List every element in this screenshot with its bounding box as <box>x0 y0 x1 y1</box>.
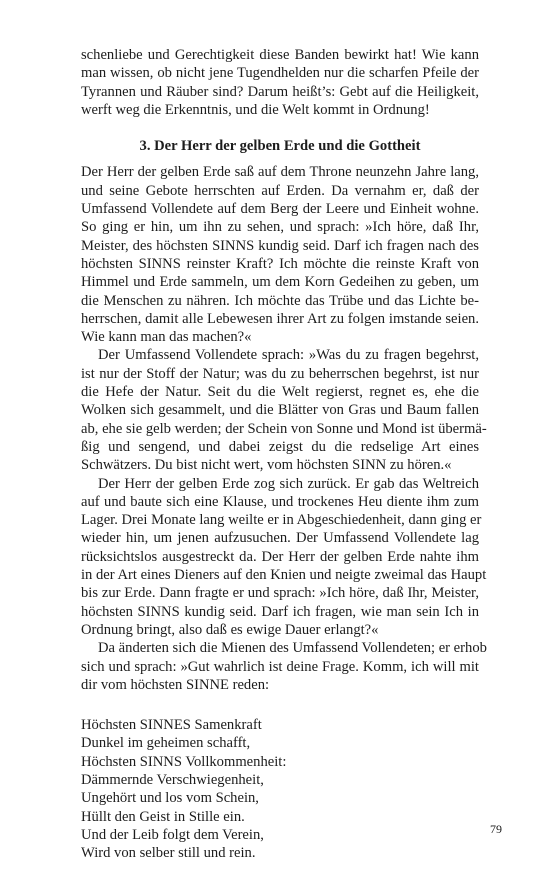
text-line: Wolken sich gesammelt, und die Blätter von Gras und Baum fallen <box>81 402 479 419</box>
text-line: man wissen, ob nicht jene Tugendhelden nur die scharfen Pfeile der <box>81 65 479 82</box>
text-line: die Menschen zu nähren. Ich möchte das Trübe und das Lichte be- <box>81 292 479 309</box>
text-line: Meister, des höchsten SINNS kundig seid. Darf ich fragen nach des <box>81 237 479 254</box>
text-line: Da änderten sich die Mienen des Umfassend Vollendeten; er erhob <box>98 640 487 657</box>
text-line: So ging er hin, um ihn zu sehen, und sprach: »Ich höre, daß Ihr, <box>81 219 479 236</box>
text-line: Der Herr der gelben Erde saß auf dem Throne neunzehn Jahre lang, <box>81 164 479 181</box>
text-line: in der Art eines Dieners auf den Knien und neigte zweimal das Haupt <box>81 567 487 584</box>
text-line: rücksichtslos ausgestreckt da. Der Herr der gelben Erde nahte ihm <box>81 548 479 565</box>
text-line: ßig und sengend, und dabei zeigst du die redselige Art eines <box>81 438 479 455</box>
text-line: Himmel und Erde sammeln, um dem Korn Gedeihen zu geben, um <box>81 274 479 291</box>
text-line: die Hefe der Natur. Seit du die Welt regierst, regnet es, ehe die <box>81 384 479 401</box>
section-heading: 3. Der Herr der gelben Erde und die Gottheit <box>139 138 421 155</box>
text-line: Der Umfassend Vollendete sprach: »Was du zu fragen begehrst, <box>98 347 479 364</box>
poem-line: Ungehört und los vom Schein, <box>81 790 259 807</box>
text-line: ist nur der Stoff der Natur; was du zu beherrschen begehrst, ist nur <box>81 365 479 382</box>
paragraph-4 <box>81 639 487 694</box>
text-line: herrschen, damit alle Lebewesen ihrer Art zu folgen imstande seien. <box>81 310 479 327</box>
text-line: schenliebe und Gerechtigkeit diese Banden bewirkt hat! Wie kann <box>81 47 479 63</box>
text-line: Der Herr der gelben Erde zog sich zurück. Er gab das Weltreich <box>98 475 479 492</box>
text-line: dir vom höchsten SINNE reden: <box>81 676 270 693</box>
text-line: höchsten SINNS reinster Kraft? Ich möchte die reinste Kraft von <box>81 255 479 272</box>
paragraph-2 <box>81 346 487 474</box>
text-line: Wie kann man das machen?« <box>81 329 252 346</box>
paragraph-3 <box>81 475 487 640</box>
text-line: Umfassend Vollendete auf dem Berg der Leere und Einheit wohne. <box>81 201 479 218</box>
poem-line: Dunkel im geheimen schafft, <box>81 735 251 752</box>
text-line: bis zur Erde. Dann fragte er und sprach: »Ich höre, daß Ihr, Meister, <box>81 585 479 602</box>
poem-line: Höchsten SINNES Samenkraft <box>81 717 262 734</box>
poem <box>81 716 479 862</box>
poem-line: Höchsten SINNS Vollkommenheit: <box>81 753 287 770</box>
text-line: Tyrannen und Räuber sind? Darum heißt’s: Gebt auf die Heiligkeit, <box>81 83 479 100</box>
text-line: Ordnung bringt, also daß es ewige Dauer erlangt?« <box>81 621 379 638</box>
text-line: Schwätzers. Du bist nicht wert, vom höchsten SINN zu hören.« <box>81 457 452 474</box>
page-number: 79 <box>490 822 502 836</box>
poem-line: Hüllt den Geist in Stille ein. <box>81 808 245 825</box>
page-body <box>81 46 487 862</box>
text-line: ab, ehe sie gelb werden; der Schein von Sonne und Mond ist übermä- <box>81 420 487 437</box>
paragraph-1 <box>81 163 479 346</box>
poem-line: Und der Leib folgt dem Verein, <box>81 826 264 843</box>
text-line: auf und baute sich eine Klause, und trockenes Heu diente ihm zum <box>81 493 479 510</box>
poem-line: Wird von selber still und rein. <box>81 845 256 862</box>
poem-line: Dämmernde Verschwiegenheit, <box>81 771 264 788</box>
text-line: höchsten SINNS kundig seid. Darf ich fragen, wie man sein Ich in <box>81 603 479 620</box>
text-line: sich und sprach: »Gut wahrlich ist deine Frage. Komm, ich will mit <box>81 658 479 675</box>
text-line: wieder hin, um jenen aufzusuchen. Der Umfassend Vollendete lag <box>81 530 479 547</box>
text-line: und seine Gebote herrschten auf Erden. Da vernahm er, daß der <box>81 182 479 199</box>
intro-paragraph <box>81 46 479 119</box>
text-line: werft weg die Erkenntnis, und die Welt kommt in Ordnung! <box>81 101 430 118</box>
text-line: Lager. Drei Monate lang weilte er in Abgeschiedenheit, dann ging er <box>81 512 482 529</box>
